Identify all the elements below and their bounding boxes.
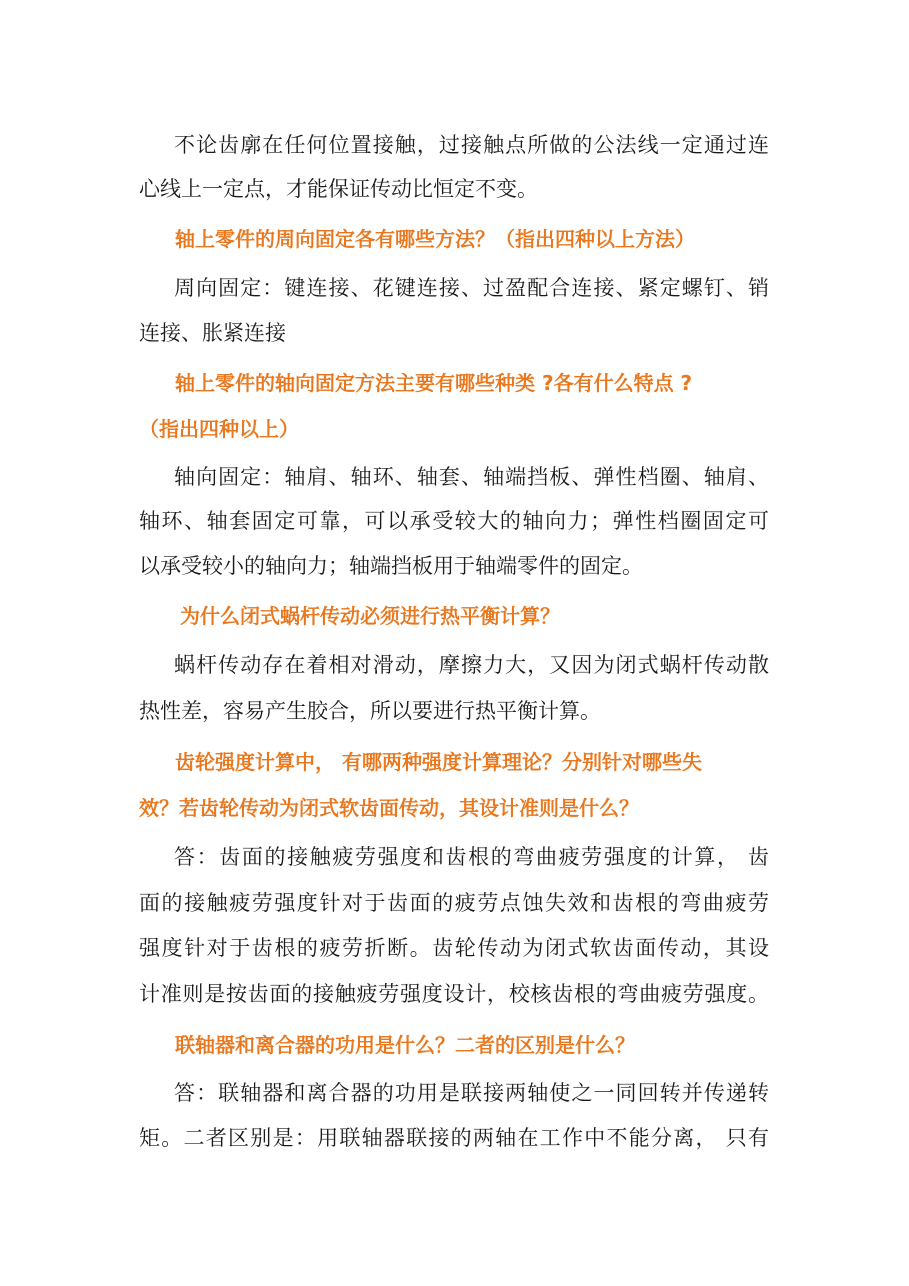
question-heading: 联轴器和离合器的功用是什么？二者的区别是什么？ — [175, 1033, 635, 1057]
paragraph-line: 答：齿面的接触疲劳强度和齿根的弯曲疲劳强度的计算， 齿 — [174, 845, 769, 869]
paragraph-line: 面的接触疲劳强度针对于齿面的疲劳点蚀失效和齿根的弯曲疲劳 — [139, 891, 769, 915]
question-heading: 轴上零件的周向固定各有哪些方法？（指出四种以上方法） — [175, 227, 695, 251]
paragraph-line: 轴环、轴套固定可靠，可以承受较大的轴向力；弹性档圈固定可 — [139, 509, 769, 533]
paragraph-line: 心线上一定点，才能保证传动比恒定不变。 — [139, 177, 538, 201]
paragraph-line: 计准则是按齿面的接触疲劳强度设计，校核齿根的弯曲疲劳强度。 — [139, 982, 769, 1006]
question-heading: 轴上零件的轴向固定方法主要有哪些种类 ?各有什么特点 ? — [175, 371, 693, 395]
question-heading: 齿轮强度计算中， 有哪两种强度计算理论？分别针对哪些失 — [175, 750, 702, 774]
paragraph-line: 矩。二者区别是：用联轴器联接的两轴在工作中不能分离， 只有 — [139, 1126, 769, 1150]
question-heading: 为什么闭式蜗杆传动必须进行热平衡计算？ — [180, 604, 560, 628]
paragraph-line: 蜗杆传动存在着相对滑动，摩擦力大，又因为闭式蜗杆传动散 — [174, 653, 769, 677]
question-heading: （指出四种以上） — [139, 417, 299, 441]
paragraph-line: 答：联轴器和离合器的功用是联接两轴使之一同回转并传递转 — [174, 1081, 769, 1105]
paragraph-line: 强度针对于齿根的疲劳折断。齿轮传动为闭式软齿面传动，其设 — [139, 936, 769, 960]
paragraph-line: 周向固定：键连接、花键连接、过盈配合连接、紧定螺钉、销 — [174, 276, 769, 300]
paragraph-line: 热性差，容易产生胶合，所以要进行热平衡计算。 — [139, 699, 601, 723]
paragraph-line: 连接、胀紧连接 — [139, 321, 286, 345]
question-heading: 效？若齿轮传动为闭式软齿面传动，其设计准则是什么？ — [139, 796, 639, 820]
paragraph-line: 以承受较小的轴向力；轴端挡板用于轴端零件的固定。 — [139, 554, 643, 578]
paragraph-line: 不论齿廓在任何位置接触，过接触点所做的公法线一定通过连 — [174, 133, 769, 157]
paragraph-line: 轴向固定：轴肩、轴环、轴套、轴端挡板、弹性档圈、轴肩、 — [174, 465, 769, 489]
